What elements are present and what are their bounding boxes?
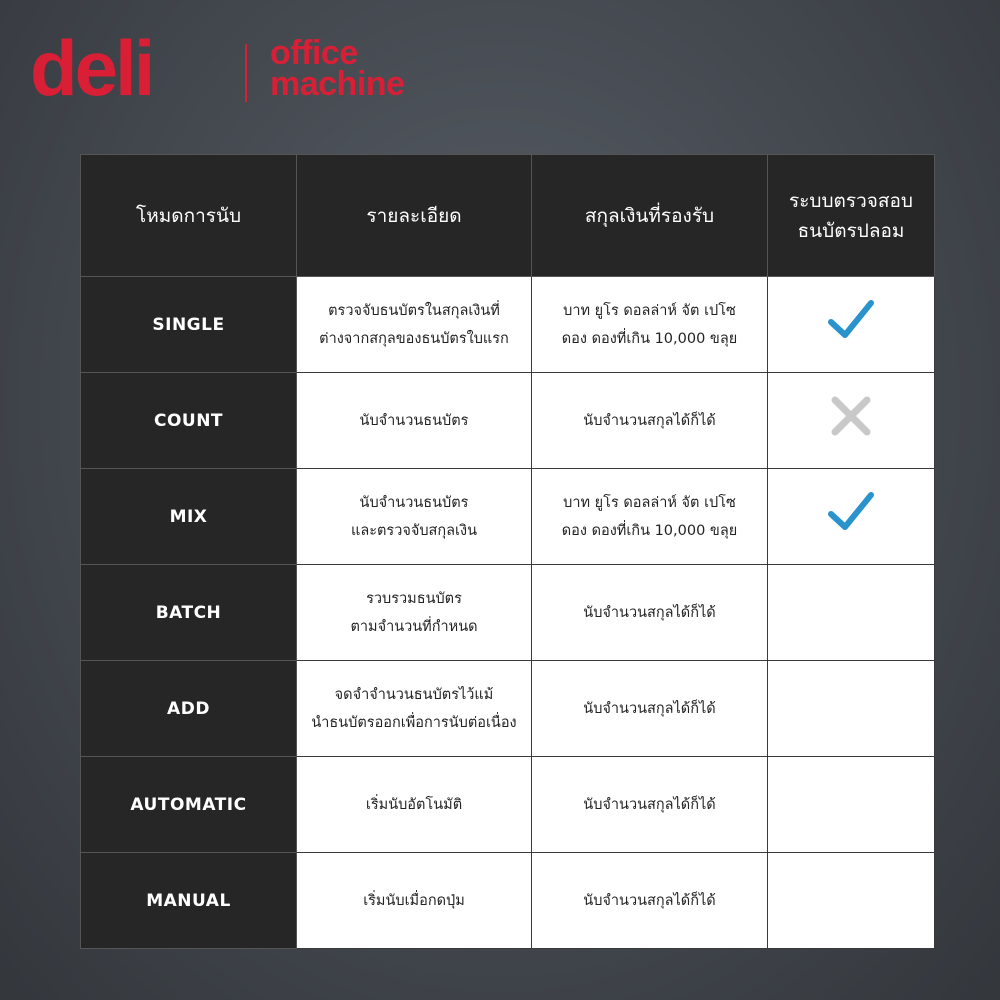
currency-cell <box>532 373 768 469</box>
detail-text: นับจำนวนธนบัตร <box>359 494 469 511</box>
currency-cell <box>532 853 768 949</box>
checkmark-icon <box>825 294 877 346</box>
currency-cell <box>532 565 768 661</box>
brand-tagline <box>270 34 405 103</box>
table-row <box>81 565 935 661</box>
table-header-row <box>81 155 935 277</box>
table-row <box>81 757 935 853</box>
detail-text: เริ่มนับเมื่อกดปุ่ม <box>363 892 465 909</box>
mode-cell: MANUAL <box>81 853 297 949</box>
detail-cell <box>297 565 532 661</box>
currency-text: นับจำนวนสกุลได้ก็ได้ <box>583 412 716 429</box>
header-counterfeit-line1: ระบบตรวจสอบ <box>789 189 913 212</box>
detail-cell <box>297 373 532 469</box>
table-body <box>81 277 935 949</box>
detail-text: รวบรวมธนบัตร <box>366 590 462 607</box>
cross-icon <box>825 390 877 442</box>
header-counterfeit <box>768 155 935 277</box>
counterfeit-cell <box>768 661 935 757</box>
counterfeit-cell <box>768 757 935 853</box>
detail-cell <box>297 277 532 373</box>
mode-cell: AUTOMATIC <box>81 757 297 853</box>
detail-text: นำธนบัตรออกเพื่อการนับต่อเนื่อง <box>311 714 517 731</box>
counterfeit-cell <box>768 853 935 949</box>
currency-text: นับจำนวนสกุลได้ก็ได้ <box>583 604 716 621</box>
currency-cell <box>532 469 768 565</box>
detail-text: ตรวจจับธนบัตรในสกุลเงินที่ <box>328 302 500 319</box>
table-row <box>81 469 935 565</box>
counterfeit-cell <box>768 277 935 373</box>
counting-modes-table <box>80 154 935 949</box>
header-mode: โหมดการนับ <box>81 155 297 277</box>
mode-cell: SINGLE <box>81 277 297 373</box>
currency-text: ดอง ดองที่เกิน 10,000 ขลุย <box>561 522 738 539</box>
counterfeit-cell <box>768 565 935 661</box>
detail-text: เริ่มนับอัตโนมัติ <box>365 796 463 813</box>
detail-text: จดจำจำนวนธนบัตรไว้แม้ <box>334 686 494 703</box>
detail-cell <box>297 469 532 565</box>
brand-tagline-line2: machine <box>270 65 405 103</box>
detail-text: ตามจำนวนที่กำหนด <box>350 618 478 635</box>
currency-text: นับจำนวนสกุลได้ก็ได้ <box>583 796 716 813</box>
header-counterfeit-line2: ธนบัตรปลอม <box>797 219 905 242</box>
mode-cell: COUNT <box>81 373 297 469</box>
header-currency: สกุลเงินที่รองรับ <box>532 155 768 277</box>
counterfeit-cell <box>768 469 935 565</box>
detail-cell <box>297 853 532 949</box>
detail-text: และตรวจจับสกุลเงิน <box>350 522 478 539</box>
currency-text: นับจำนวนสกุลได้ก็ได้ <box>583 700 716 717</box>
logo-divider <box>245 44 247 102</box>
table-row <box>81 661 935 757</box>
currency-cell <box>532 277 768 373</box>
detail-text: ต่างจากสกุลของธนบัตรใบแรก <box>319 330 509 347</box>
detail-text: นับจำนวนธนบัตร <box>359 412 469 429</box>
table-row <box>81 277 935 373</box>
checkmark-icon <box>825 486 877 538</box>
brand-tagline-line1: office <box>270 34 358 72</box>
mode-cell: ADD <box>81 661 297 757</box>
mode-cell: MIX <box>81 469 297 565</box>
currency-cell <box>532 661 768 757</box>
header-detail: รายละเอียด <box>297 155 532 277</box>
detail-cell <box>297 661 532 757</box>
brand-name: deli <box>30 24 153 112</box>
currency-text: บาท ยูโร ดอลล่าห์ จัต เปโซ <box>563 302 736 319</box>
currency-text: ดอง ดองที่เกิน 10,000 ขลุย <box>561 330 738 347</box>
table-row <box>81 373 935 469</box>
mode-cell: BATCH <box>81 565 297 661</box>
detail-cell <box>297 757 532 853</box>
table-row <box>81 853 935 949</box>
currency-text: บาท ยูโร ดอลล่าห์ จัต เปโซ <box>563 494 736 511</box>
currency-text: นับจำนวนสกุลได้ก็ได้ <box>583 892 716 909</box>
counterfeit-cell <box>768 373 935 469</box>
currency-cell <box>532 757 768 853</box>
